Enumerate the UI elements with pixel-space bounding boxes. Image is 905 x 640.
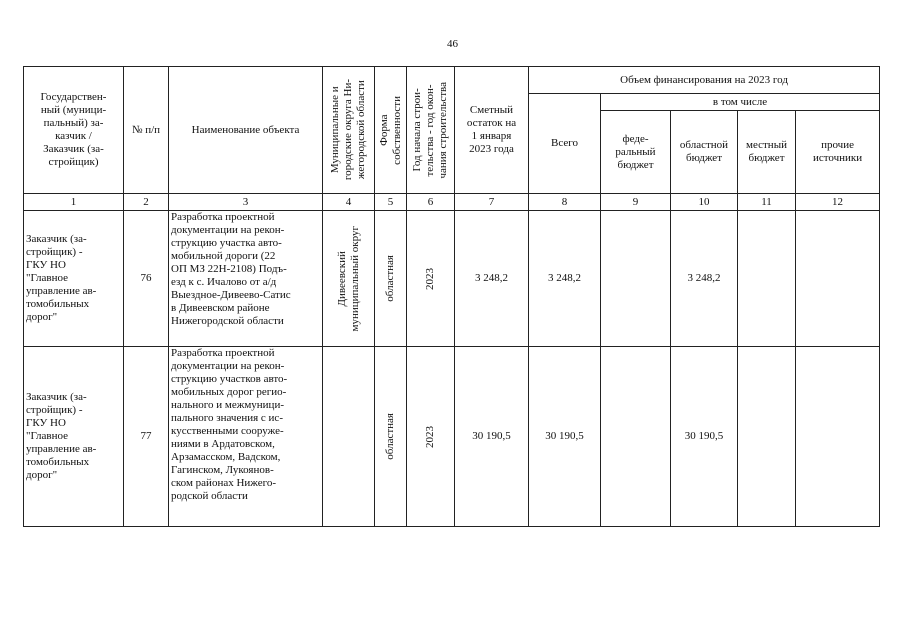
row-local (738, 211, 796, 347)
header-ownership-cell (375, 67, 407, 194)
header-including: в том числе (601, 94, 880, 111)
header-financing: Объем финансирования на 2023 год (529, 67, 880, 94)
row-years: 2023 (424, 425, 436, 448)
col-number: 6 (407, 194, 455, 211)
col-number: 2 (124, 194, 169, 211)
row-municipality-cell (323, 347, 375, 527)
col-number: 7 (455, 194, 529, 211)
row-ownership: областная (384, 255, 396, 302)
row-customer: Заказчик (за- стройщик) - ГКУ НО "Главное управление ав- томобильных дорог" (24, 211, 124, 347)
col-number: 11 (738, 194, 796, 211)
header-num: № п/п (124, 67, 169, 194)
row-municipality: Дивеевский муниципальный округ (335, 225, 361, 332)
header-years-cell (407, 67, 455, 194)
header-object: Наименование объекта (169, 67, 323, 194)
header-federal: феде- ральный бюджет (601, 111, 671, 194)
row-num: 77 (124, 347, 169, 527)
header-estimate: Сметный остаток на 1 января 2023 года (455, 67, 529, 194)
header-local: местный бюджет (738, 111, 796, 194)
col-number: 12 (796, 194, 880, 211)
row-estimate: 3 248,2 (455, 211, 529, 347)
col-number: 1 (24, 194, 124, 211)
row-total: 30 190,5 (529, 347, 601, 527)
col-number: 3 (169, 194, 323, 211)
row-federal (601, 347, 671, 527)
column-number-row (24, 194, 880, 211)
row-estimate: 30 190,5 (455, 347, 529, 527)
header-regional: областной бюджет (671, 111, 738, 194)
col-number: 9 (601, 194, 671, 211)
col-number: 5 (375, 194, 407, 211)
row-ownership-cell (375, 347, 407, 527)
row-federal (601, 211, 671, 347)
header-years: Год начала строи- тельства - год окон- чания строительства (411, 81, 449, 179)
table-row (24, 211, 880, 347)
row-years-cell (407, 347, 455, 527)
row-customer: Заказчик (за- стройщик) - ГКУ НО "Главное управление ав- томобильных дорог" (24, 347, 124, 527)
row-ownership-cell (375, 211, 407, 347)
row-years: 2023 (424, 267, 436, 290)
row-regional: 30 190,5 (671, 347, 738, 527)
header-other: прочие источники (796, 111, 880, 194)
row-object: Разработка проектной документации на рекон- струкцию участка авто- мобильной дороги (22 ОП МЗ 22Н-2108) Подъ- езд к с. Ичалово от а/д Выездное-Дивеево-Сатис в Дивеевском районе Нижегородской области (169, 211, 323, 347)
financing-table (23, 66, 880, 527)
row-ownership: областная (384, 413, 396, 460)
col-number: 8 (529, 194, 601, 211)
col-number: 4 (323, 194, 375, 211)
row-municipality-cell (323, 211, 375, 347)
header-municipality-cell (323, 67, 375, 194)
row-local (738, 347, 796, 527)
table-row (24, 347, 880, 527)
header-customer: Государствен- ный (муници- пальный) за- казчик / Заказчик (за- стройщик) (24, 67, 124, 194)
header-ownership: Форма собственности (377, 95, 403, 165)
row-num: 76 (124, 211, 169, 347)
row-object: Разработка проектной документации на рекон- струкцию участков авто- мобильных дорог регио- нального и межмуници- пального значения с ис- кусственными сооруже- ниями в Ардатовском, Арзамасском, Вадском, Гагинском, Лукоянов- ском районах Нижего- родской области (169, 347, 323, 527)
row-regional: 3 248,2 (671, 211, 738, 347)
row-other (796, 347, 880, 527)
row-other (796, 211, 880, 347)
row-total: 3 248,2 (529, 211, 601, 347)
header-municipality: Муниципальные и городские округа Ни- жегородской области (329, 79, 367, 181)
col-number: 10 (671, 194, 738, 211)
page-number: 46 (447, 38, 458, 50)
row-years-cell (407, 211, 455, 347)
header-total: Всего (529, 94, 601, 194)
